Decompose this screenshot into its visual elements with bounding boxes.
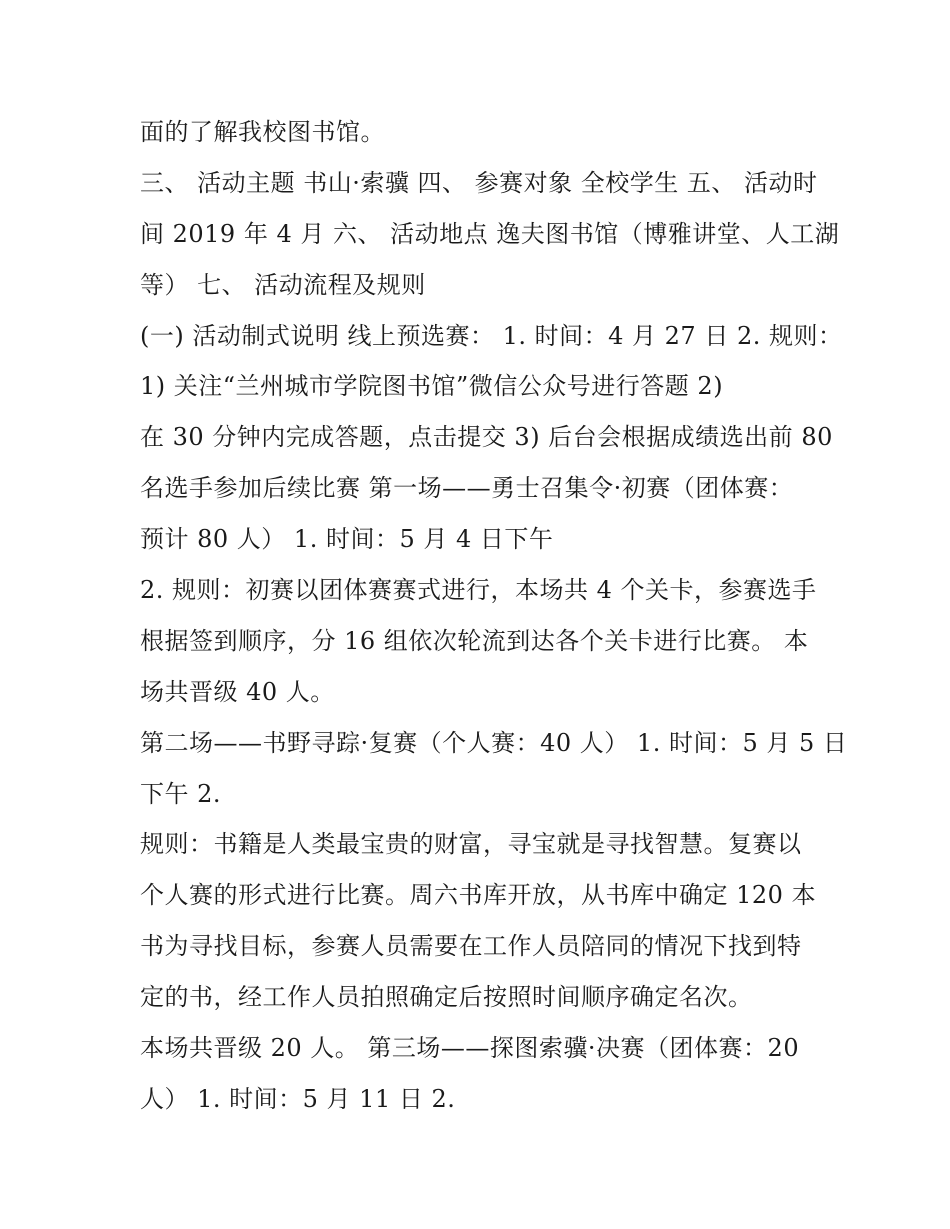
text-line: 人） 1. 时间：5 月 11 日 2.	[140, 1084, 456, 1113]
text-line: 本场共晋级 20 人。 第三场——探图索骥·决赛（团体赛：20	[140, 1034, 800, 1063]
document-body	[140, 107, 848, 1125]
text-line: 定的书，经工作人员拍照确定后按照时间顺序确定名次。	[140, 983, 753, 1012]
text-line: 在 30 分钟内完成答题，点击提交 3) 后台会根据成绩选出前 80	[140, 423, 833, 452]
text-line: 三、 活动主题 书山·索骥 四、 参赛对象 全校学生 五、 活动时	[140, 168, 818, 197]
text-line: 书为寻找目标，参赛人员需要在工作人员陪同的情况下找到特	[140, 932, 802, 961]
text-line: 个人赛的形式进行比赛。周六书库开放，从书库中确定 120 本	[140, 881, 817, 910]
text-line: 第二场——书野寻踪·复赛（个人赛：40 人） 1. 时间：5 月 5 日	[140, 728, 848, 757]
text-line: 1) 关注“兰州城市学院图书馆”微信公众号进行答题 2)	[140, 372, 724, 401]
text-line: 间 2019 年 4 月 六、 活动地点 逸夫图书馆（博雅讲堂、人工湖	[140, 219, 840, 248]
text-line: 名选手参加后续比赛 第一场——勇士召集令·初赛（团体赛：	[140, 474, 794, 503]
text-line: 等） 七、 活动流程及规则	[140, 270, 426, 299]
text-line: 预计 80 人） 1. 时间：5 月 4 日下午	[140, 525, 554, 554]
text-line: 场共晋级 40 人。	[140, 677, 335, 706]
text-line: (一) 活动制式说明 线上预选赛： 1. 时间：4 月 27 日 2. 规则：	[140, 321, 843, 350]
text-line: 根据签到顺序，分 16 组依次轮流到达各个关卡进行比赛。 本	[140, 626, 809, 655]
text-line: 下午 2.	[140, 779, 222, 808]
text-line: 规则：书籍是人类最宝贵的财富，寻宝就是寻找智慧。复赛以	[140, 830, 802, 859]
text-line: 2. 规则：初赛以团体赛赛式进行，本场共 4 个关卡，参赛选手	[140, 576, 817, 605]
text-line: 面的了解我校图书馆。	[140, 118, 385, 146]
